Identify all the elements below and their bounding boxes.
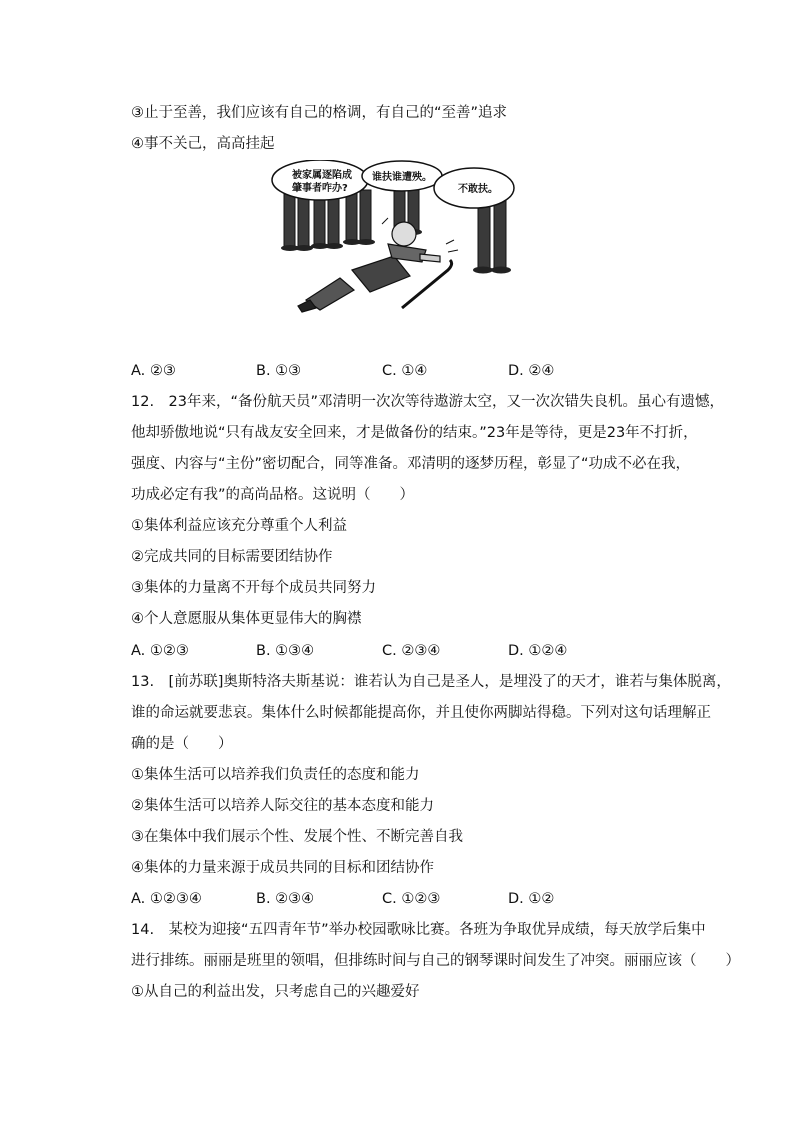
choice-d[interactable]: D. ①②④ — [508, 643, 568, 659]
q12-stem-line-1: 12. 23年来，“备份航天员”邓清明一次次等待遨游太空，又一次次错失良机。虽心有遗憾， — [131, 394, 725, 410]
q13-option-1: ①集体生活可以培养我们负责任的态度和能力 — [131, 767, 420, 783]
choice-b[interactable]: B. ①③ — [256, 363, 302, 379]
choice-b[interactable]: B. ②③④ — [256, 891, 315, 907]
q13-option-2: ②集体生活可以培养人际交往的基本态度和能力 — [131, 798, 434, 814]
q11-option-3: ③止于至善，我们应该有自己的格调，有自己的“至善”追求 — [131, 105, 508, 121]
bubble-2: 谁扶谁遭殃。 — [372, 172, 432, 183]
q11-option-4: ④事不关己，高高挂起 — [131, 136, 275, 152]
choice-c[interactable]: C. ①④ — [382, 363, 428, 379]
q13-stem-line-1: 13. [前苏联]奥斯特洛夫斯基说：谁若认为自己是圣人，是埋没了的天才，谁若与集体脱离， — [131, 674, 731, 690]
q13-choices — [131, 889, 651, 909]
q14-option-1: ①从自己的利益出发，只考虑自己的兴趣爱好 — [131, 984, 420, 1000]
q12-option-3: ③集体的力量离不开每个成员共同努力 — [131, 580, 376, 596]
q11-choices — [131, 361, 651, 381]
q14-stem-line-2: 进行排练。丽丽是班里的领唱，但排练时间与自己的钢琴课时间发生了冲突。丽丽应该（ ） — [131, 953, 740, 969]
q12-stem-line-2: 他却骄傲地说“只有战友安全回来，才是做备份的结束。”23年是等待，更是23年不打折， — [131, 425, 698, 441]
q12-option-2: ②完成共同的目标需要团结协作 — [131, 549, 333, 565]
q12-option-1: ①集体利益应该充分尊重个人利益 — [131, 518, 347, 534]
q13-option-3: ③在集体中我们展示个性、发展个性、不断完善自我 — [131, 829, 463, 845]
bubble-1-line-2: 肇事者咋办? — [292, 183, 348, 194]
choice-a[interactable]: A. ①②③④ — [131, 891, 202, 907]
bubble-1-line-1: 被家属逐陷成 — [292, 170, 352, 181]
choice-c[interactable]: C. ①②③ — [382, 891, 441, 907]
choice-c[interactable]: C. ②③④ — [382, 643, 441, 659]
q13-option-4: ④集体的力量来源于成员共同的目标和团结协作 — [131, 860, 434, 876]
choice-d[interactable]: D. ②④ — [508, 363, 555, 379]
q12-choices — [131, 641, 651, 661]
choice-a[interactable]: A. ②③ — [131, 363, 176, 379]
choice-a[interactable]: A. ①②③ — [131, 643, 189, 659]
choice-d[interactable]: D. ①② — [508, 891, 555, 907]
q12-stem-line-3: 强度、内容与“主份”密切配合，同等准备。邓清明的逐梦历程，彰显了“功成不必在我， — [131, 456, 691, 472]
choice-b[interactable]: B. ①③④ — [256, 643, 315, 659]
q14-stem-line-1: 14. 某校为迎接“五四青年节”举办校园歌咏比赛。各班为争取优异成绩，每天放学后集中 — [131, 922, 706, 938]
q13-stem-line-3: 确的是（ ） — [131, 736, 233, 752]
q12-option-4: ④个人意愿服从集体更显伟大的胸襟 — [131, 611, 362, 627]
cartoon-illustration — [270, 160, 518, 320]
q12-stem-line-4: 功成必定有我”的高尚品格。这说明（ ） — [131, 487, 415, 503]
bubble-3: 不敢扶。 — [458, 184, 498, 195]
q13-stem-line-2: 谁的命运就要悲哀。集体什么时候都能提高你，并且使你两脚站得稳。下列对这句话理解正 — [131, 705, 711, 721]
